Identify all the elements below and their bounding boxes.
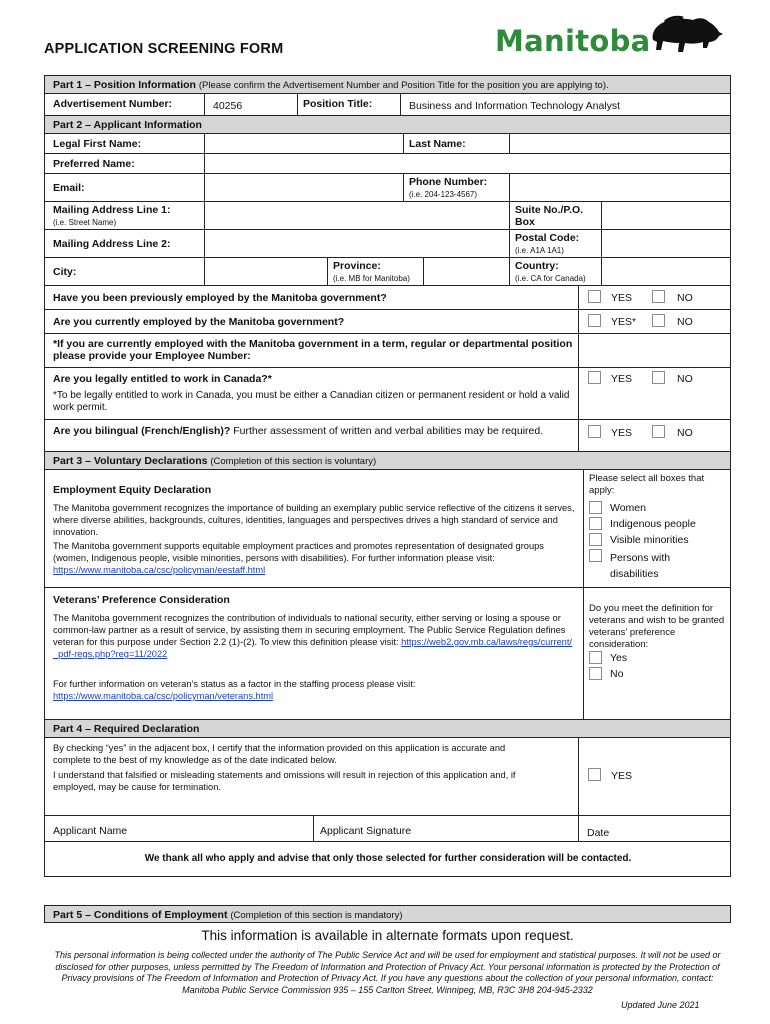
- legal-first-name-field[interactable]: [205, 134, 403, 153]
- page-title: APPLICATION SCREENING FORM: [44, 41, 284, 57]
- equity-paragraph-2: The Manitoba government supports equitable employment practices and promotes representation of designated groups (women, Indigenous people, visible minorities, persons with disabilities). For further information please visit: https://www.manitoba.ca/csc/policyman/eestaff.html: [53, 541, 544, 575]
- date-label[interactable]: Date: [587, 827, 610, 839]
- part5-heading: Part 5 – Conditions of Employment: [53, 909, 228, 921]
- part3-heading: Part 3 – Voluntary Declarations: [53, 455, 208, 467]
- equity-disabilities-checkbox[interactable]: [589, 549, 602, 562]
- part5-header: [44, 905, 731, 923]
- equity-paragraph-1: The Manitoba government recognizes the importance of building an exemplary public service reflective of the citizens it serves, where diverse abilities, backgrounds, cultures, identities, languages and perspectives drives a high standard of service and innovation.: [53, 503, 575, 537]
- legally-entitled-note-row: [45, 388, 730, 420]
- part1-header: [45, 76, 730, 94]
- phone-field[interactable]: [510, 174, 731, 201]
- suite-label-line2: Box: [515, 216, 535, 228]
- equity-select-note: Please select all boxes that apply:: [589, 473, 705, 496]
- province-field[interactable]: [424, 258, 509, 285]
- city-row: [45, 258, 730, 286]
- equity-title: Employment Equity Declaration: [53, 484, 212, 496]
- mailing-address-1-hint: (i.e. Street Name): [53, 218, 117, 227]
- part4-header: [45, 720, 730, 738]
- city-field[interactable]: [205, 258, 327, 285]
- employee-number-row: [45, 334, 730, 368]
- legal-first-name-label: Legal First Name:: [53, 138, 142, 150]
- legally-entitled-question: Are you legally entitled to work in Canada?*: [53, 373, 272, 385]
- declaration-yes-checkbox[interactable]: [588, 768, 601, 781]
- alt-formats-note: This information is available in alternate formats upon request.: [201, 928, 574, 943]
- part4-heading: Part 4 – Required Declaration: [53, 723, 200, 735]
- thanks-row: [45, 842, 730, 876]
- position-title-field[interactable]: Business and Information Technology Analyst: [409, 100, 621, 112]
- equity-women-checkbox[interactable]: [589, 501, 602, 514]
- position-row: [45, 94, 730, 116]
- last-name-field[interactable]: [510, 134, 731, 153]
- prev-employed-question: Have you been previously employed by the Manitoba government?: [53, 292, 387, 304]
- curr-employed-yes-checkbox[interactable]: [588, 314, 601, 327]
- declaration-block: [45, 738, 730, 816]
- preferred-name-field[interactable]: [205, 154, 731, 173]
- veterans-block: [45, 588, 730, 720]
- part1-heading-note: (Please confirm the Advertisement Number and Position Title for the position you are applying to).: [198, 80, 609, 91]
- veterans-no-label: No: [610, 668, 624, 680]
- bison-icon: [647, 14, 727, 60]
- last-name-label: Last Name:: [409, 138, 466, 150]
- email-label: Email:: [53, 182, 85, 194]
- mailing-address-2-field[interactable]: [205, 230, 509, 257]
- part2-header: [45, 116, 730, 134]
- prev-employed-no-label: NO: [677, 292, 693, 304]
- veterans-no-checkbox[interactable]: [589, 667, 602, 680]
- bilingual-yes-checkbox[interactable]: [588, 425, 601, 438]
- province-hint: (i.e. MB for Manitoba): [333, 274, 410, 283]
- part3-heading-note: (Completion of this section is voluntary): [210, 456, 377, 467]
- phone-number-label: Phone Number:: [409, 176, 488, 188]
- part5-heading-note: (Completion of this section is mandatory): [230, 910, 403, 921]
- city-label: City:: [53, 266, 77, 278]
- suite-field[interactable]: [602, 202, 731, 229]
- bilingual-no-checkbox[interactable]: [652, 425, 665, 438]
- bilingual-no-label: NO: [677, 427, 693, 439]
- veterans-paragraph-2: For further information on veteran’s status as a factor in the staffing process please visit: https://www.manitoba.ca/csc/policyman/veterans.html: [53, 679, 416, 701]
- preferred-name-label: Preferred Name:: [53, 158, 135, 170]
- employee-number-field[interactable]: [579, 334, 731, 367]
- province-label: Province:: [333, 260, 381, 272]
- prev-employed-row: [45, 286, 730, 310]
- bilingual-question: Are you bilingual (French/English)? Further assessment of written and verbal abilities may be required.: [53, 425, 544, 437]
- logo-wordmark: Manitoba: [495, 24, 651, 58]
- legally-entitled-yes-label: YES: [611, 373, 633, 385]
- mailing-address-1-label: Mailing Address Line 1:: [53, 204, 171, 216]
- veterans-yes-checkbox[interactable]: [589, 651, 602, 664]
- veterans-regulation-link[interactable]: https://web2.gov.mb.ca/laws/regs/current/_pdf-regs.php?reg=11/2022: [53, 637, 572, 659]
- ad-number-label: Advertisement Number:: [53, 98, 173, 110]
- equity-disabilities-label: Persons with disabilities: [610, 552, 671, 580]
- declaration-paragraph-2: I understand that falsified or misleading statements and omissions will result in rejection of this application and, if employed, may be cause for termination.: [53, 770, 516, 792]
- prev-employed-yes-label: YES: [611, 292, 633, 304]
- postal-code-field[interactable]: [602, 230, 731, 257]
- equity-link[interactable]: https://www.manitoba.ca/csc/policyman/eestaff.html: [53, 565, 266, 575]
- applicant-signature-label[interactable]: Applicant Signature: [320, 825, 412, 837]
- part2-heading: Part 2 – Applicant Information: [53, 119, 202, 131]
- prev-employed-yes-checkbox[interactable]: [588, 290, 601, 303]
- declaration-paragraph-1: By checking “yes” in the adjacent box, I certify that the information provided on this application is accurate and complete to the best of my knowledge as of the date indicated below.: [53, 743, 506, 765]
- preferred-name-row: [45, 154, 730, 174]
- postal-code-hint: (i.e. A1A 1A1): [515, 246, 564, 255]
- name-row: [45, 134, 730, 154]
- privacy-notice: This personal information is being collected under the authority of The Public Service Act and will be used for employment and statistical purposes. It will not be used or disclosed for other purposes, unless permitted by The Freedom of Information and Protection of Privacy Act. Your personal information is protected by the Protection of Privacy provisions of The Freedom of Information and Protection of Privacy Act. If you have any questions about the collection of your personal information, contact: Manitoba Public Service Commission 935 – 155 Carlton Street, Winnipeg, MB, R3C 3H8 204-945-2332: [54, 950, 721, 995]
- equity-women-label: Women: [610, 502, 646, 514]
- curr-employed-no-label: NO: [677, 316, 693, 328]
- prev-employed-no-checkbox[interactable]: [652, 290, 665, 303]
- country-hint: (i.e. CA for Canada): [515, 274, 586, 283]
- curr-employed-row: [45, 310, 730, 334]
- veterans-question: Do you meet the definition for veterans and wish to be granted veterans’ preference consideration:: [589, 603, 725, 650]
- phone-hint: (i.e. 204-123-4567): [409, 190, 478, 199]
- legally-entitled-row: [45, 368, 730, 388]
- manitoba-logo: [495, 14, 727, 62]
- suite-label-line1: Suite No./P.O.: [515, 204, 584, 216]
- application-form: [44, 75, 731, 877]
- veterans-info-link[interactable]: https://www.manitoba.ca/csc/policyman/veterans.html: [53, 691, 274, 701]
- ad-number-field[interactable]: 40256: [213, 100, 243, 112]
- legally-entitled-note: *To be legally entitled to work in Canada, you must be either a Canadian citizen or permanent resident or hold a valid work permit.: [53, 390, 570, 413]
- legally-entitled-no-checkbox[interactable]: [652, 371, 665, 384]
- position-title-label: Position Title:: [303, 98, 373, 110]
- employee-number-note: *If you are currently employed with the Manitoba government in a term, regular or departmental position please provide your Employee Number:: [53, 338, 573, 362]
- mailing-address-2-label: Mailing Address Line 2:: [53, 238, 171, 250]
- updated-date: Updated June 2021: [621, 1000, 700, 1010]
- mailing-address-1-field[interactable]: [205, 202, 509, 229]
- veterans-paragraph-1: The Manitoba government recognizes the contribution of individuals to national security, either serving or losing a spouse or common-law partner as a result of service, by assisting them in securing employment. The Public Service Regulation defines veteran for this purpose under Section 2.2 (1)-(2). To view this definition please visit: https://web2.gov.mb.ca/laws/regs/current/_pdf-regs.php?reg=11/2022: [53, 613, 572, 659]
- applicant-name-label[interactable]: Applicant Name: [53, 825, 128, 837]
- curr-employed-yes-label: YES*: [611, 316, 637, 328]
- email-field[interactable]: [205, 174, 403, 201]
- equity-indigenous-label: Indigenous people: [610, 518, 696, 530]
- mailing2-row: [45, 230, 730, 258]
- declaration-yes-label: YES: [611, 770, 633, 782]
- curr-employed-no-checkbox[interactable]: [652, 314, 665, 327]
- postal-code-label: Postal Code:: [515, 232, 580, 244]
- mailing1-row: [45, 202, 730, 230]
- veterans-title: Veterans’ Preference Consideration: [53, 594, 230, 606]
- legally-entitled-yes-checkbox[interactable]: [588, 371, 601, 384]
- country-field[interactable]: [602, 258, 731, 285]
- email-row: [45, 174, 730, 202]
- equity-visible-minorities-checkbox[interactable]: [589, 533, 602, 546]
- signature-row: [45, 816, 730, 842]
- equity-indigenous-checkbox[interactable]: [589, 517, 602, 530]
- part3-header: [45, 452, 730, 470]
- bilingual-row: [45, 420, 730, 452]
- country-label: Country:: [515, 260, 559, 272]
- equity-visible-minorities-label: Visible minorities: [610, 534, 689, 546]
- bilingual-yes-label: YES: [611, 427, 633, 439]
- thanks-message: We thank all who apply and advise that only those selected for further consideration will be contacted.: [144, 853, 632, 864]
- part1-heading: Part 1 – Position Information: [53, 79, 196, 91]
- curr-employed-question: Are you currently employed by the Manitoba government?: [53, 316, 345, 328]
- legally-entitled-no-label: NO: [677, 373, 693, 385]
- equity-block: [45, 470, 730, 588]
- veterans-yes-label: Yes: [610, 652, 628, 664]
